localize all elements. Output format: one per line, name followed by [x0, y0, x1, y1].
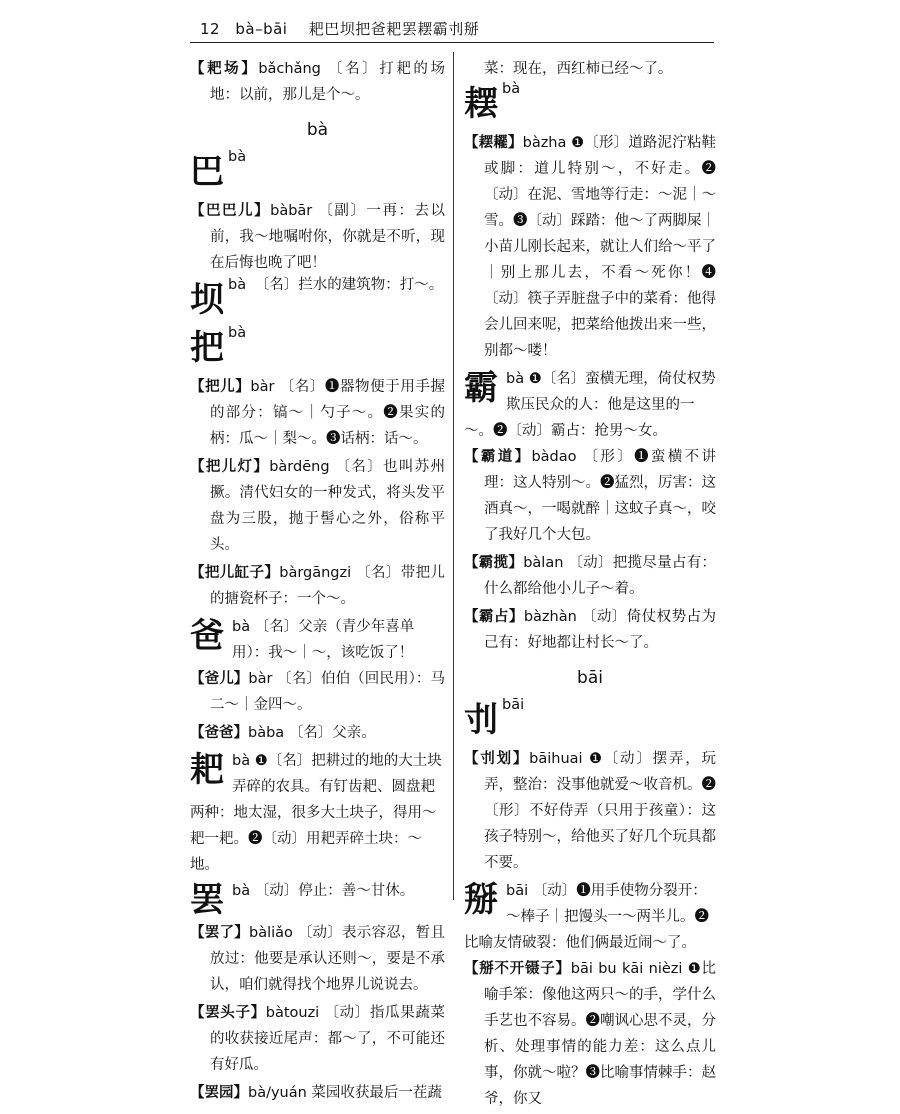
header-characters: 耙巴坝把爸耙罢䎬霸刌掰 — [308, 20, 480, 38]
continued-text: 菜：现在，西红柿已经～了。 — [484, 61, 673, 77]
char-head-ba-2: 坝bà 〔名〕拦水的建筑物：打～。 — [190, 277, 444, 320]
entry-bar2: 【爸儿】bàr 〔名〕伯伯（回民用）：马二～｜金四～。 — [190, 671, 446, 713]
running-header — [200, 18, 479, 39]
left-column — [190, 56, 445, 1108]
entry-batouzi: 【罢头子】bàtouzi 〔动〕指瓜果蔬菜的收获接近尾声：都～了，不可能还有好瓜。 — [190, 1005, 446, 1073]
page-number: 12 — [200, 20, 221, 38]
section-heading-bai: bāi — [577, 668, 603, 688]
char-entry-ba-4: 爸bà 〔名〕父亲（青少年喜单用）：我～｜～，该吃饭了！ — [190, 616, 415, 661]
char-entry-ba-8: 霸bà ❶〔名〕蛮横无理，倚仗权势欺压民众的人：他是这里的一～。❷〔动〕霸占：抢男～女。 — [464, 368, 716, 439]
entry-baibukai: 【掰不开镊子】bāi bu kāi nièzi ❶比喻手笨：像他这两只～的手，学什么手艺也不容易。❷嘲讽心思不灵，分析、处理事情的能力差：这么点儿事，你就～啦？❸比喻事情棘手：赵爷，你又 — [464, 961, 717, 1107]
char-entry-bai-2: 掰bāi 〔动〕❶用手使物分裂开：～棒子｜把馒头一～两半儿。❷比喻友情破裂：他们俩最近闹～了。 — [464, 880, 709, 951]
entry-bar: 【把儿】bàr 〔名〕❶器物便于用手握的部分：镐～｜勺子～。❷果实的柄：瓜～｜梨～。❸话柄：话～。 — [190, 379, 446, 447]
entry-bargangzi: 【把儿缸子】bàrgāngzi 〔名〕带把儿的搪瓷杯子：一个～。 — [190, 565, 445, 607]
pinyin-range: bà–bāi — [235, 20, 288, 38]
char-entry-ba-5: 耙bà ❶〔名〕把耕过的地的大土块弄碎的农具。有钉齿耙、圆盘耙两种：地太湿，很多大土块子，得用～耙一耙。❷〔动〕用耙弄碎土块：～地。 — [190, 750, 442, 873]
char-head-ba-1: 巴bà — [190, 149, 247, 192]
entry-bazha: 【䎬䎱】bàzha ❶〔形〕道路泥泞粘鞋或脚：道儿特别～，不好走。❷〔动〕在泥、雪地等行走：～泥｜～雪。❸〔动〕踩踏：他～了两脚屎｜小苗儿刚长起来，就让人们给～平了｜别上那儿去，不看～死你！❹〔动〕筷子弄脏盘子中的菜肴：他得会儿回来呢，把菜给他拨出来一些，别都～喽！ — [464, 135, 717, 359]
char-entry-ba-6: 罢bà 〔动〕停止：善～甘休。 — [190, 880, 415, 920]
right-column — [464, 56, 716, 1114]
column-divider — [453, 52, 454, 900]
header-rule — [190, 42, 714, 43]
char-head-bai-1: 刌bāi — [464, 697, 525, 740]
entry-balan: 【霸揽】bàlan 〔动〕把揽尽量占有：什么都给他小儿子～着。 — [464, 555, 717, 597]
entry-bachang: 【耙场】bǎchǎng 〔名〕打耙的场地：以前，那儿是个～。 — [190, 61, 445, 103]
entry-baba-r: 【巴巴儿】bàbār 〔副〕一再：去以前，我～地嘱咐你，你就是不听，现在后悔也晚了吧！ — [190, 203, 446, 271]
entry-baliao: 【罢了】bàliǎo 〔动〕表示容忍，暂且放过：他要是承认还则～，要是不承认，咱们就得找个地界儿说说去。 — [190, 925, 446, 993]
entry-bayuan: 【罢园】bà/yuán 菜园收获最后一茬蔬 — [190, 1085, 442, 1101]
entry-baihuai: 【刌划】bāihuai ❶〔动〕摆弄，玩弄，整治：没事他就爱～收音机。❷〔形〕不好侍弄（只用于孩童）：这孩子特别～，给他买了好几个玩具都不要。 — [464, 751, 716, 871]
char-head-ba-3: 把bà — [190, 325, 247, 368]
entry-bazhan: 【霸占】bàzhàn 〔动〕倚仗权势占为己有：好地都让村长～了。 — [464, 609, 717, 651]
char-head-ba-7: 䎬bà — [464, 81, 521, 124]
entry-badao: 【霸道】bàdao 〔形〕❶蛮横不讲理：这人特别～。❷猛烈，厉害：这酒真～，一喝就醉｜这蚊子真～，咬了我好几个大包。 — [464, 449, 717, 543]
entry-baba: 【爸爸】bàba 〔名〕父亲。 — [190, 725, 376, 741]
section-heading-ba: bà — [306, 120, 329, 140]
entry-bardeng: 【把儿灯】bàrdēng 〔名〕也叫苏州撅。清代妇女的一种发式，将头发平盘为三股，抛于髻心之外，俗称平头。 — [190, 459, 446, 553]
